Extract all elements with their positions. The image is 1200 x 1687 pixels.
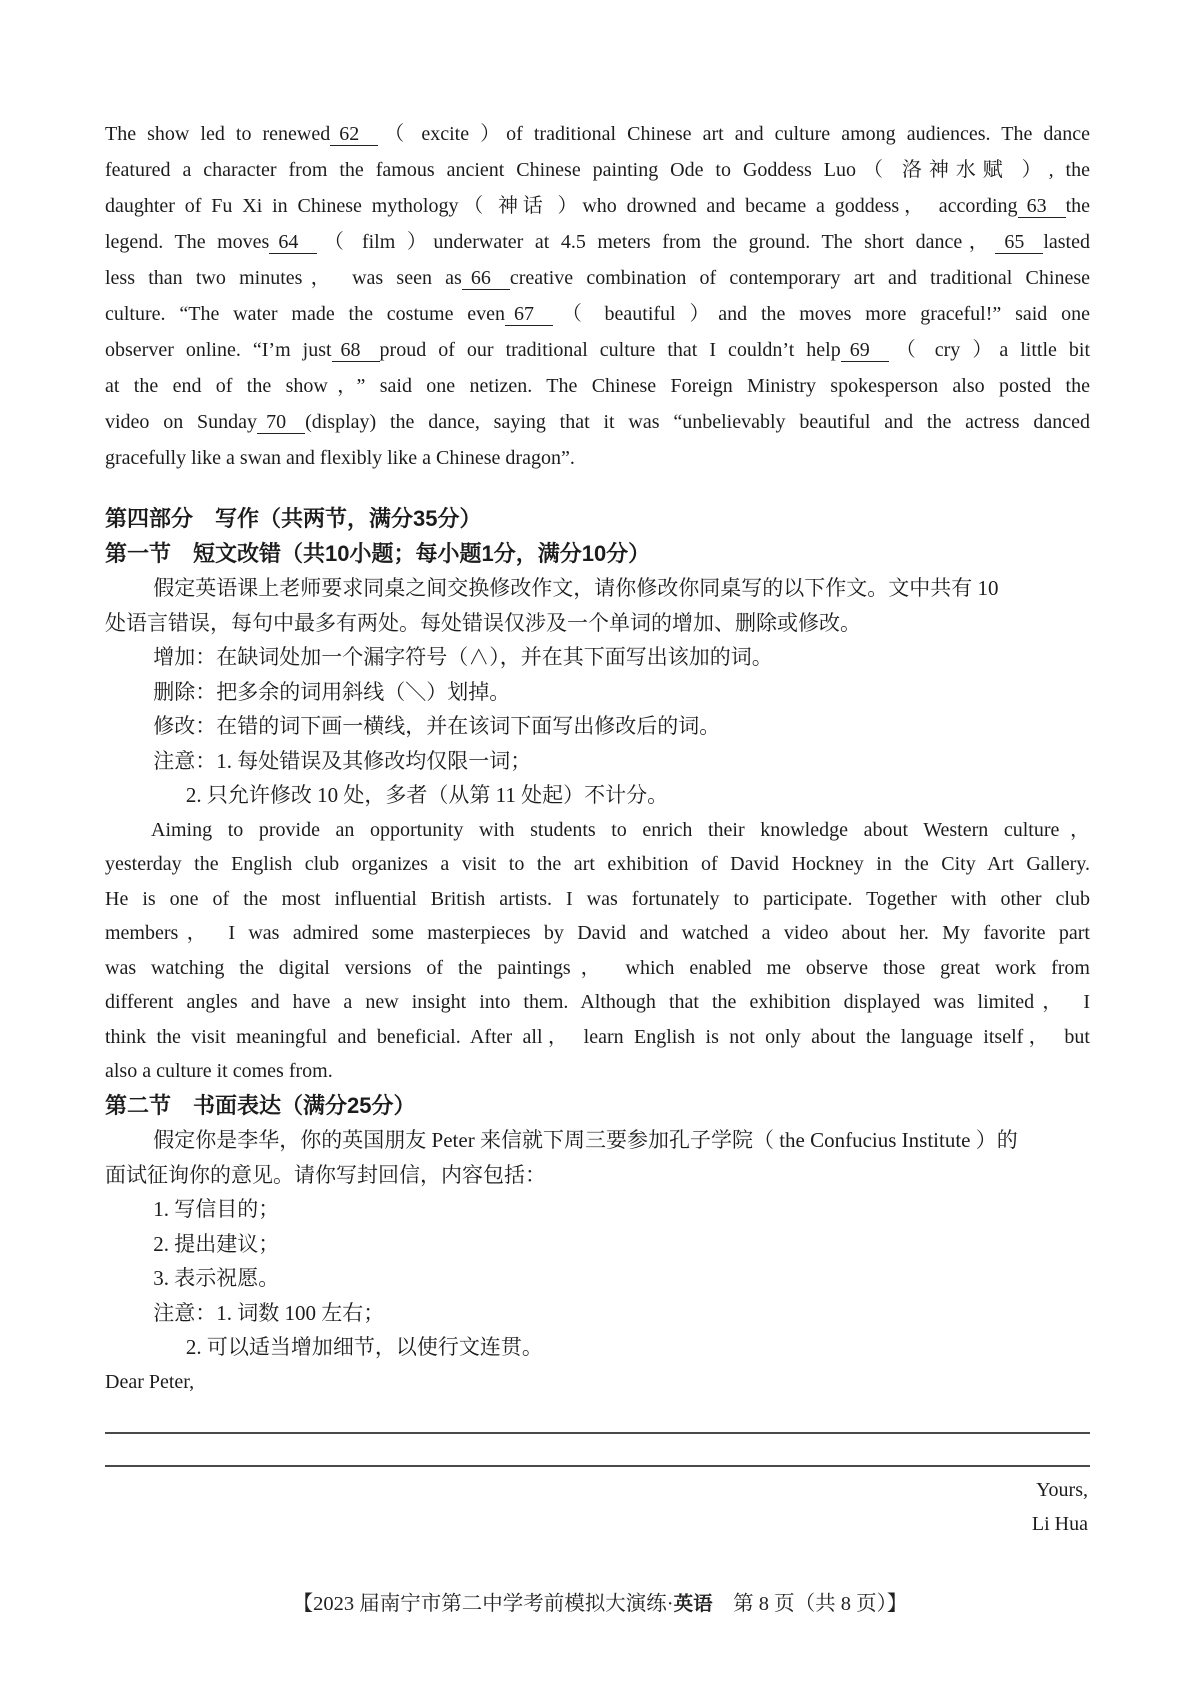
section2-heading: 第二节 书面表达（满分25分） [105, 1092, 416, 1118]
text-line: 处语言错误，每句中最多有两处。每处错误仅涉及一个单词的增加、删除或修改。 [105, 610, 861, 635]
text-line: culture. “The water made the costume even 67 （ beautiful ）and the moves more graceful!” said one [105, 303, 1091, 325]
letter-signature: Li Hua [1031, 1513, 1088, 1535]
cloze-blank: 69 [841, 340, 889, 362]
cloze-blank: 65 [995, 232, 1043, 254]
page-footer [0, 1586, 1200, 1616]
cloze-passage [105, 116, 1090, 476]
text-line: gracefully like a swan and flexibly like a Chinese dragon”. [105, 447, 575, 469]
error-correction-rules [105, 640, 1090, 744]
text-line: 假定英语课上老师要求同桌之间交换修改作文，请你修改你同桌写的以下作文。文中共有 10 [153, 576, 999, 600]
text-line: observer online. “I’m just 68 proud of our traditional culture that I couldn’t help 69 （ cry ）a little bit [105, 339, 1091, 361]
text-line: 面试征询你的意见。请你写封回信，内容包括： [105, 1162, 546, 1187]
text-line: was watching the digital versions of the paintings， which enabled me observe those great work from [105, 956, 1090, 979]
cloze-blank: 62 [330, 124, 378, 146]
cloze-blank: 70 [257, 412, 305, 434]
text-line: less than two minutes， was seen as 66 creative combination of contemporary art and traditional Chinese [105, 267, 1090, 289]
text-line: 3. 表示祝愿。 [153, 1266, 280, 1290]
text-line: 修改：在错的词下画一横线，并在该词下面写出修改后的词。 [153, 714, 721, 738]
text-line: featured a character from the famous ancient Chinese painting Ode to Goddess Luo（ 洛神水赋 ）, the [105, 159, 1090, 181]
text-line: yesterday the English club organizes a visit to the art exhibition of David Hockney in the City Art Gallery. [105, 853, 1090, 875]
text-line: Aiming to provide an opportunity with students to enrich their knowledge about Western culture， [151, 818, 1090, 841]
text-line: 注意：1. 每处错误及其修改均仅限一词； [153, 748, 532, 773]
footer-prefix: 【2023 届南宁市第二中学考前模拟大演练· [292, 1593, 674, 1615]
text-line: also a culture it comes from. [105, 1060, 333, 1082]
part4-heading: 第四部分 写作（共两节，满分35分） [105, 506, 482, 531]
error-correction-notes [105, 744, 1090, 813]
cloze-blank: 67 [505, 304, 553, 326]
answer-line [105, 1401, 1090, 1434]
section1-heading: 第一节 短文改错（共10小题；每小题1分，满分10分） [105, 540, 651, 566]
text-line: 删除：把多余的词用斜线（＼）划掉。 [153, 679, 511, 704]
error-correction-intro [105, 571, 1090, 640]
text-line: 1. 写信目的； [153, 1197, 280, 1221]
answer-lines [105, 1401, 1090, 1467]
text-line: daughter of Fu Xi in Chinese mythology（ 神话 ）who drowned and became a goddess， according 63 the [105, 195, 1090, 217]
text-line: 假定你是李华，你的英国朋友 Peter 来信就下周三要参加孔子学院（ the Confucius Institute ）的 [153, 1128, 1018, 1152]
cloze-blank: 68 [332, 340, 380, 362]
text-line: different angles and have a new insight into them. Although that the exhibition displayed was limited， I [105, 991, 1090, 1013]
text-line: 注意：1. 词数 100 左右； [153, 1300, 385, 1325]
text-line: He is one of the most influential British artists. I was fortunately to participate. Together with other club [105, 887, 1090, 910]
text-line: 增加：在缺词处加一个漏字符号（∧），并在其下面写出该加的词。 [153, 645, 773, 669]
footer-subject: 英语 [673, 1593, 713, 1615]
text-line: The show led to renewed 62 （ excite ）of traditional Chinese art and culture among audiences. The dance [105, 123, 1090, 145]
text-line: video on Sunday 70 (display) the dance, saying that it was “unbelievably beautiful and the actress danced [105, 411, 1090, 433]
text-line: members， I was admired some masterpieces by David and watched a video about her. My favorite part [105, 922, 1090, 944]
writing-task-points [105, 1192, 1090, 1296]
text-line: legend. The moves 64 （ film ）underwater at 4.5 meters from the ground. The short dance， 65 lasted [105, 231, 1090, 253]
text-line: 2. 可以适当增加细节，以使行文连贯。 [185, 1335, 543, 1359]
page-content [105, 116, 1090, 1541]
text-line: at the end of the show，” said one netizen. The Chinese Foreign Ministry spokesperson also posted the [105, 375, 1090, 397]
footer-suffix: 第 8 页（共 8 页）】 [712, 1593, 908, 1615]
letter-salutation: Dear Peter, [105, 1370, 195, 1393]
answer-line [105, 1434, 1090, 1467]
text-line: 2. 只允许修改 10 处，多者（从第 11 处起）不计分。 [185, 783, 669, 807]
text-line: think the visit meaningful and beneficial. After all， learn English is not only about the language itself， but [105, 1025, 1090, 1048]
cloze-blank: 63 [1018, 196, 1066, 218]
text-line: 2. 提出建议； [153, 1231, 280, 1256]
student-essay [105, 813, 1090, 1089]
cloze-blank: 64 [269, 232, 317, 254]
writing-task-intro [105, 1123, 1090, 1192]
letter-closing: Yours, [1036, 1479, 1088, 1501]
writing-task-notes [105, 1296, 1090, 1365]
cloze-blank: 66 [462, 268, 510, 290]
